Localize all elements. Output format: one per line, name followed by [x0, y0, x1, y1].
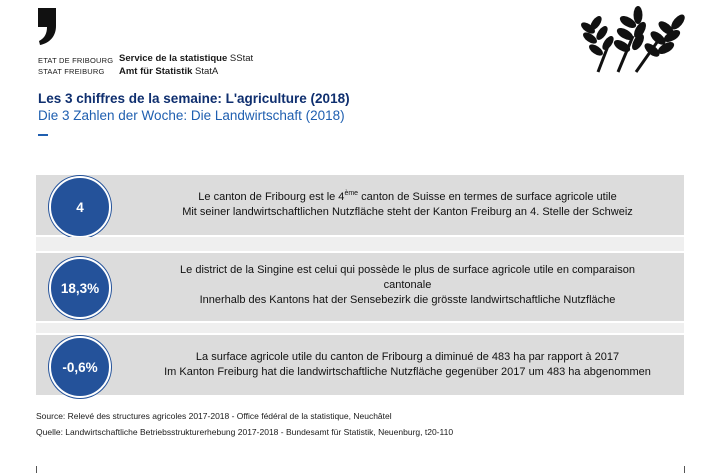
- source-de: Quelle: Landwirtschaftliche Betriebsstrukturerhebung 2017-2018 - Bundesamt für Statistik, Neuenburg, t20-110: [36, 427, 454, 437]
- fact-text-de: Mit seiner landwirtschaftlichen Nutzfläche steht der Kanton Freiburg an 4. Stelle der Schweiz: [182, 206, 633, 218]
- fact-value-badge: -0,6%: [49, 336, 111, 398]
- fact-text-fr-line2: cantonale: [383, 279, 432, 291]
- fact-text-de: Innerhalb des Kantons hat der Sensebezirk die grösste landwirtschaftliche Nutzfläche: [199, 294, 616, 306]
- fact-panel-1: [36, 175, 684, 235]
- source-fr: Source: Relevé des structures agricoles 2017-2018 - Office fédéral de la statistique, Neuchâtel: [36, 411, 392, 421]
- org-name: [38, 55, 113, 77]
- fact-text-de: Im Kanton Freiburg hat die landwirtschaftliche Nutzfläche gegenüber 2017 um 483 ha abgenommen: [164, 366, 651, 378]
- fact-text: [131, 190, 684, 220]
- page-title-de: Die 3 Zahlen der Woche: Die Landwirtschaft (2018): [38, 108, 345, 123]
- fact-text-fr-line1: Le district de la Singine est celui qui possède le plus de surface agricole utile en comparaison: [180, 264, 635, 276]
- wheat-icon: [578, 6, 686, 74]
- service-name-de: Amt für Statistik StatA: [119, 66, 219, 77]
- title-divider: [38, 134, 48, 136]
- crop-mark: [684, 466, 685, 473]
- fact-panel-3: [36, 335, 684, 395]
- fact-text-fr: La surface agricole utile du canton de Fribourg a diminué de 483 ha par rapport à 2017: [195, 351, 620, 363]
- org-name-de: STAAT FREIBURG: [38, 67, 105, 76]
- fact-value-badge: 18,3%: [49, 257, 111, 319]
- fact-text: [131, 263, 684, 308]
- crop-mark: [36, 466, 37, 473]
- fact-value-badge: 4: [49, 176, 111, 238]
- canton-logo-icon: [36, 6, 58, 46]
- fact-text-fr: Le canton de Fribourg est le 4ème canton de Suisse en termes de surface agricole utile: [198, 190, 617, 203]
- panel-separator: [36, 237, 684, 251]
- fact-text: [131, 350, 684, 380]
- service-name: [119, 52, 253, 78]
- org-name-fr: ETAT DE FRIBOURG: [38, 56, 114, 65]
- panel-separator: [36, 323, 684, 333]
- service-name-fr: Service de la statistique SStat: [119, 53, 254, 64]
- fact-panel-2: [36, 253, 684, 321]
- page-title-fr: Les 3 chiffres de la semaine: L'agriculture (2018): [38, 91, 350, 106]
